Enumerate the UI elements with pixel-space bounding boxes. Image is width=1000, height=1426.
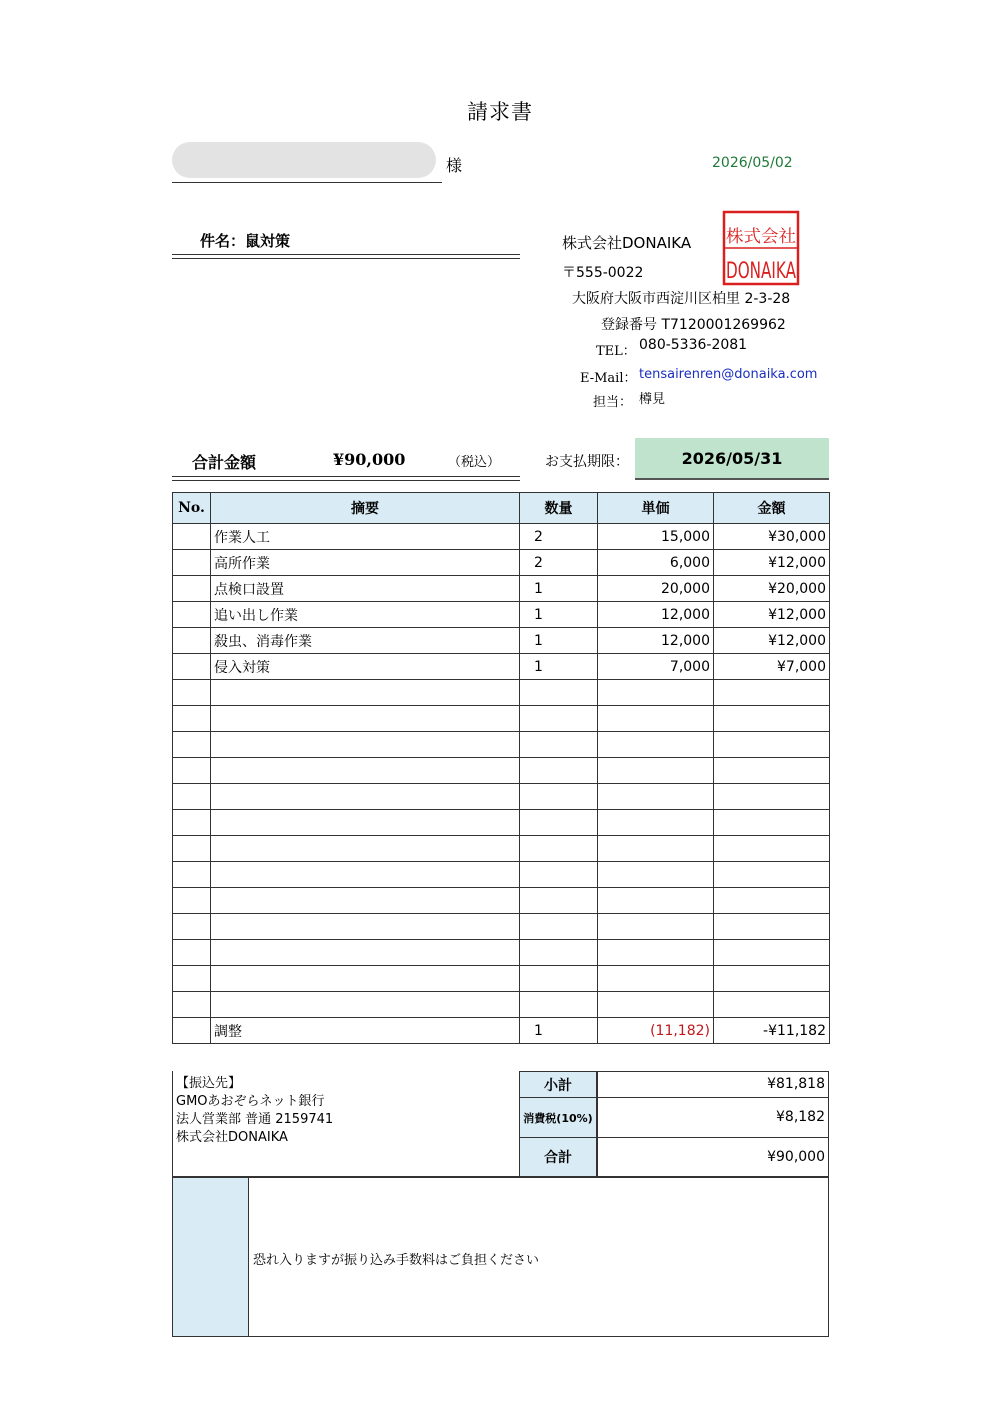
table-row bbox=[173, 940, 830, 966]
bank-line: 法人営業部 普通 2159741 bbox=[176, 1112, 334, 1127]
cell-unit-price bbox=[598, 680, 714, 706]
cell-description bbox=[211, 810, 520, 836]
cell-no bbox=[173, 758, 211, 784]
cell-quantity: 1 bbox=[520, 654, 598, 680]
cell-quantity bbox=[520, 992, 598, 1018]
cell-no bbox=[173, 862, 211, 888]
table-row bbox=[173, 810, 830, 836]
cell-amount bbox=[714, 914, 830, 940]
cell-description bbox=[211, 706, 520, 732]
cell-amount: ¥20,000 bbox=[714, 576, 830, 602]
company-seal-stamp bbox=[722, 210, 800, 286]
subject: 件名：鼠対策 bbox=[200, 232, 291, 250]
cell-description: 殺虫、消毒作業 bbox=[211, 628, 520, 654]
summary-section bbox=[172, 1071, 829, 1177]
header-description: 摘要 bbox=[211, 493, 520, 524]
issuer-tel: 080-5336-2081 bbox=[639, 337, 748, 353]
grand-total-label: 合計 bbox=[519, 1137, 597, 1177]
table-row bbox=[173, 914, 830, 940]
subtotal-value: ¥81,818 bbox=[597, 1071, 829, 1098]
cell-amount: ¥7,000 bbox=[714, 654, 830, 680]
cell-unit-price: 6,000 bbox=[598, 550, 714, 576]
cell-description: 調整 bbox=[211, 1018, 520, 1044]
tax-label: 消費税(10%) bbox=[519, 1097, 597, 1138]
cell-no bbox=[173, 940, 211, 966]
issue-date: 2026/05/02 bbox=[712, 155, 793, 171]
cell-amount bbox=[714, 836, 830, 862]
cell-no bbox=[173, 576, 211, 602]
cell-quantity bbox=[520, 940, 598, 966]
note-text: 恐れ入りますが振り込み手数料はご負担ください bbox=[253, 1253, 540, 1268]
recipient-name-redacted bbox=[172, 142, 436, 178]
cell-no bbox=[173, 1018, 211, 1044]
cell-description bbox=[211, 914, 520, 940]
subtotal-label: 小計 bbox=[519, 1071, 597, 1098]
cell-unit-price: 15,000 bbox=[598, 524, 714, 550]
rep-label: 担当： bbox=[593, 395, 633, 410]
table-row bbox=[173, 1018, 830, 1044]
bank-info bbox=[172, 1071, 519, 1177]
cell-quantity: 1 bbox=[520, 1018, 598, 1044]
table-row bbox=[173, 888, 830, 914]
note-header-cell bbox=[172, 1177, 249, 1337]
line-items-table bbox=[172, 492, 830, 1044]
header-quantity: 数量 bbox=[520, 493, 598, 524]
cell-unit-price bbox=[598, 914, 714, 940]
cell-unit-price: 12,000 bbox=[598, 628, 714, 654]
cell-quantity: 2 bbox=[520, 524, 598, 550]
cell-unit-price: 12,000 bbox=[598, 602, 714, 628]
issuer-zip: 〒555-0022 bbox=[562, 265, 644, 281]
table-row bbox=[173, 784, 830, 810]
cell-quantity: 1 bbox=[520, 576, 598, 602]
cell-no bbox=[173, 550, 211, 576]
cell-no bbox=[173, 836, 211, 862]
header-no: No. bbox=[173, 493, 211, 524]
header-unit-price: 単価 bbox=[598, 493, 714, 524]
cell-description bbox=[211, 940, 520, 966]
bank-line: 株式会社DONAIKA bbox=[176, 1130, 288, 1145]
cell-description bbox=[211, 888, 520, 914]
table-row bbox=[173, 628, 830, 654]
cell-no bbox=[173, 732, 211, 758]
due-date-label: お支払期限： bbox=[545, 454, 629, 470]
tax-value: ¥8,182 bbox=[597, 1097, 829, 1138]
cell-unit-price bbox=[598, 732, 714, 758]
cell-unit-price bbox=[598, 836, 714, 862]
cell-no bbox=[173, 966, 211, 992]
table-row bbox=[173, 602, 830, 628]
cell-unit-price bbox=[598, 992, 714, 1018]
cell-amount bbox=[714, 888, 830, 914]
cell-description: 点検口設置 bbox=[211, 576, 520, 602]
cell-amount bbox=[714, 862, 830, 888]
cell-unit-price bbox=[598, 888, 714, 914]
cell-amount bbox=[714, 784, 830, 810]
cell-amount bbox=[714, 966, 830, 992]
cell-quantity: 1 bbox=[520, 628, 598, 654]
cell-amount: ¥30,000 bbox=[714, 524, 830, 550]
issuer-email[interactable]: tensairenren@donaika.com bbox=[639, 367, 818, 382]
cell-unit-price bbox=[598, 758, 714, 784]
cell-quantity bbox=[520, 810, 598, 836]
recipient-underline bbox=[172, 182, 442, 183]
table-row bbox=[173, 966, 830, 992]
cell-description: 追い出し作業 bbox=[211, 602, 520, 628]
table-row bbox=[173, 992, 830, 1018]
cell-amount bbox=[714, 732, 830, 758]
table-row bbox=[173, 862, 830, 888]
cell-description bbox=[211, 680, 520, 706]
table-row bbox=[173, 550, 830, 576]
cell-unit-price bbox=[598, 862, 714, 888]
cell-no bbox=[173, 706, 211, 732]
cell-no bbox=[173, 992, 211, 1018]
cell-description bbox=[211, 732, 520, 758]
bank-line: 【振込先】 bbox=[176, 1076, 242, 1091]
table-row bbox=[173, 732, 830, 758]
cell-quantity bbox=[520, 966, 598, 992]
cell-no bbox=[173, 914, 211, 940]
cell-description bbox=[211, 758, 520, 784]
document-title: 請求書 bbox=[467, 100, 533, 124]
table-row bbox=[173, 524, 830, 550]
issuer-address: 大阪府大阪市西淀川区柏里 2-3-28 bbox=[572, 291, 791, 307]
cell-quantity bbox=[520, 758, 598, 784]
cell-quantity bbox=[520, 862, 598, 888]
table-row bbox=[173, 680, 830, 706]
table-row bbox=[173, 576, 830, 602]
cell-amount: ¥12,000 bbox=[714, 628, 830, 654]
cell-amount: ¥12,000 bbox=[714, 602, 830, 628]
seal-text-top: 株式会社 bbox=[726, 227, 796, 247]
tax-included-note: （税込） bbox=[448, 455, 501, 470]
cell-unit-price bbox=[598, 966, 714, 992]
cell-amount bbox=[714, 758, 830, 784]
cell-description bbox=[211, 966, 520, 992]
cell-unit-price: 20,000 bbox=[598, 576, 714, 602]
cell-description bbox=[211, 836, 520, 862]
cell-description bbox=[211, 862, 520, 888]
cell-no bbox=[173, 784, 211, 810]
due-date-value: 2026/05/31 bbox=[681, 449, 783, 468]
cell-quantity bbox=[520, 914, 598, 940]
cell-unit-price bbox=[598, 810, 714, 836]
issuer-registration: 登録番号 T7120001269962 bbox=[601, 317, 786, 333]
cell-quantity: 2 bbox=[520, 550, 598, 576]
cell-quantity bbox=[520, 732, 598, 758]
cell-description: 高所作業 bbox=[211, 550, 520, 576]
subject-underline bbox=[172, 254, 520, 259]
cell-description bbox=[211, 992, 520, 1018]
cell-amount: -¥11,182 bbox=[714, 1018, 830, 1044]
cell-no bbox=[173, 654, 211, 680]
issuer-rep: 樽見 bbox=[639, 392, 666, 407]
cell-no bbox=[173, 680, 211, 706]
email-label: E-Mail： bbox=[580, 371, 637, 386]
cell-quantity bbox=[520, 680, 598, 706]
grand-total-value: ¥90,000 bbox=[597, 1137, 829, 1177]
table-header-row bbox=[173, 493, 830, 524]
cell-description: 作業人工 bbox=[211, 524, 520, 550]
cell-amount bbox=[714, 706, 830, 732]
tel-label: TEL： bbox=[596, 344, 636, 359]
total-amount-value: ¥90,000 bbox=[333, 450, 406, 469]
table-row bbox=[173, 836, 830, 862]
cell-no bbox=[173, 524, 211, 550]
cell-quantity bbox=[520, 888, 598, 914]
cell-quantity bbox=[520, 836, 598, 862]
cell-amount: ¥12,000 bbox=[714, 550, 830, 576]
cell-no bbox=[173, 888, 211, 914]
table-row bbox=[173, 654, 830, 680]
cell-description bbox=[211, 784, 520, 810]
cell-amount bbox=[714, 680, 830, 706]
cell-unit-price bbox=[598, 706, 714, 732]
cell-no bbox=[173, 602, 211, 628]
header-amount: 金額 bbox=[714, 493, 830, 524]
cell-quantity: 1 bbox=[520, 602, 598, 628]
cell-amount bbox=[714, 940, 830, 966]
total-underline bbox=[172, 476, 520, 481]
cell-no bbox=[173, 810, 211, 836]
cell-description: 侵入対策 bbox=[211, 654, 520, 680]
recipient-honorific: 様 bbox=[446, 156, 463, 175]
issuer-company: 株式会社DONAIKA bbox=[562, 234, 692, 252]
cell-unit-price: 7,000 bbox=[598, 654, 714, 680]
cell-unit-price: (11,182) bbox=[598, 1018, 714, 1044]
cell-quantity bbox=[520, 784, 598, 810]
table-row bbox=[173, 758, 830, 784]
cell-no bbox=[173, 628, 211, 654]
cell-quantity bbox=[520, 706, 598, 732]
seal-text-bottom: DONAIKA bbox=[726, 259, 796, 284]
total-amount-label: 合計金額 bbox=[192, 453, 257, 472]
cell-unit-price bbox=[598, 784, 714, 810]
cell-amount bbox=[714, 992, 830, 1018]
cell-amount bbox=[714, 810, 830, 836]
bank-line: GMOあおぞらネット銀行 bbox=[176, 1094, 325, 1109]
cell-unit-price bbox=[598, 940, 714, 966]
table-row bbox=[173, 706, 830, 732]
